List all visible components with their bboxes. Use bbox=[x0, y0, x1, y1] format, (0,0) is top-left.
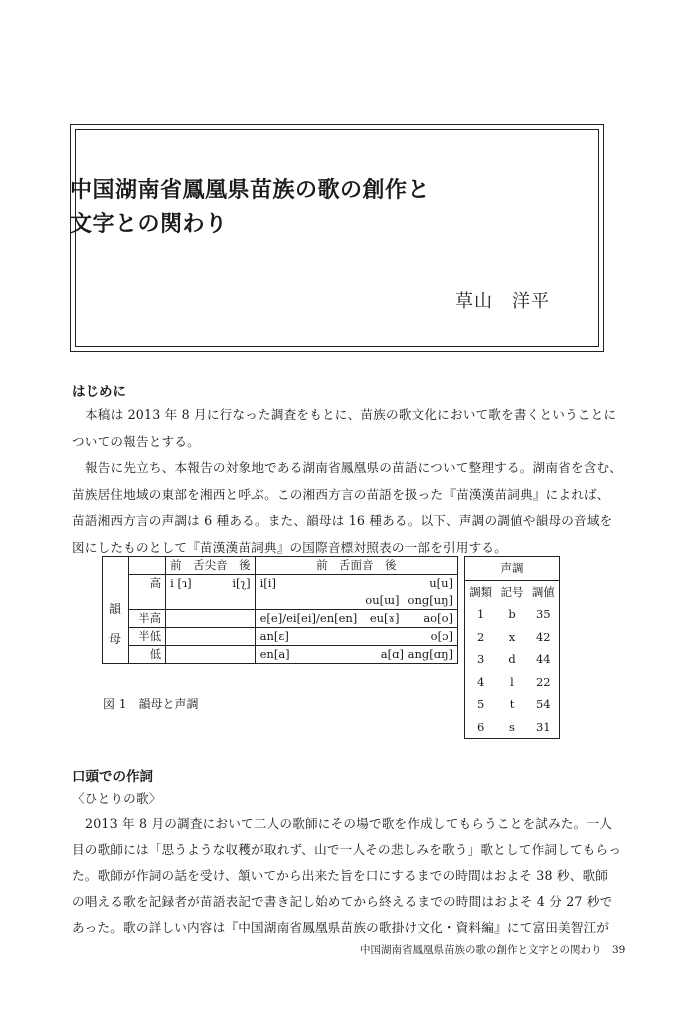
empty-cell bbox=[213, 628, 255, 646]
tone-cell: l bbox=[510, 674, 514, 689]
tone-cell: 6 bbox=[465, 716, 497, 739]
row-label-top: 韻 bbox=[109, 602, 122, 616]
tone-table bbox=[464, 556, 560, 739]
cell-o: o[ɔ] bbox=[404, 628, 458, 646]
cell-eu: eu[ɤ] bbox=[369, 611, 400, 625]
tone-cell: 1 bbox=[465, 603, 497, 626]
running-footer: 中国湖南省鳳凰県苗族の歌の創作と文字との関わり 39 bbox=[360, 944, 626, 956]
figure-caption: 図 1 韻母と声調 bbox=[103, 697, 199, 711]
cell-e: e[e]/ei[ei]/en[en] bbox=[259, 611, 358, 625]
title-line-1: 中国湖南省鳳凰県苗族の歌の創作と bbox=[70, 177, 431, 203]
body-line: 本稿は 2013 年 8 月に行なった調査をもとに、苗族の歌文化において歌を書くということに bbox=[85, 407, 617, 422]
section-heading-intro: はじめに bbox=[72, 384, 126, 400]
tone-cell: 3 bbox=[465, 648, 497, 671]
tone-cell: 54 bbox=[528, 693, 560, 716]
tone-cell: 44 bbox=[528, 648, 560, 671]
title-frame-inner bbox=[75, 129, 599, 347]
empty-cell bbox=[213, 592, 255, 610]
subheading: 〈ひとりの歌〉 bbox=[72, 791, 162, 806]
vowel-head-dorsal: 前 舌面音 後 bbox=[255, 557, 457, 575]
vowel-head-apical: 前 舌尖音 後 bbox=[166, 557, 256, 575]
vowel-table bbox=[102, 556, 458, 664]
empty-cell bbox=[166, 592, 213, 610]
title-line-2: 文字との関わり bbox=[70, 211, 228, 237]
tone-head: 調類 bbox=[465, 580, 497, 603]
tone-cell: 22 bbox=[528, 671, 560, 694]
body-line: 図にしたものとして『苗漢漢苗詞典』の国際音標対照表の一部を引用する。 bbox=[72, 540, 507, 555]
cell-an: an[ɛ] bbox=[259, 629, 289, 643]
author: 草山 洋平 bbox=[455, 291, 550, 312]
tone-cell: 31 bbox=[528, 716, 560, 739]
body-line: の唱える歌を記録者が苗語表記で書き記し始めてから終えるまでの時間はおよそ 4 分 27 秒で bbox=[72, 894, 613, 909]
row-label-bottom: 母 bbox=[109, 632, 122, 646]
empty-cell bbox=[213, 646, 255, 664]
row-mid-low: 半低 bbox=[129, 628, 166, 646]
tone-cell: d bbox=[508, 652, 516, 667]
row-high-blank bbox=[129, 592, 166, 610]
cell-i-apical: i [ɿ] bbox=[170, 576, 192, 590]
row-high: 高 bbox=[129, 575, 166, 593]
body-line: あった。歌の詳しい内容は『中国湖南省鳳凰県苗族の歌掛け文化・資料編』にて富田美智江が bbox=[72, 920, 610, 935]
title-frame bbox=[70, 124, 604, 352]
body-line: 苗語湘西方言の声調は 6 種ある。また、韻母は 16 種ある。以下、声調の調値や韻母の音域を bbox=[72, 513, 613, 528]
empty-cell bbox=[361, 628, 403, 646]
tone-cell: 4 bbox=[465, 671, 497, 694]
body-line: ついての報告とする。 bbox=[72, 434, 200, 449]
empty-cell bbox=[166, 646, 213, 664]
tone-table-title: 声調 bbox=[465, 557, 560, 581]
vowel-table-empty-head bbox=[129, 557, 166, 575]
cell-i: i[i] bbox=[259, 576, 276, 590]
body-line: 2013 年 8 月の調査において二人の歌師にその場で歌を作成してもらうことを試みた。一人 bbox=[85, 816, 613, 831]
cell-u: u[u] bbox=[404, 575, 458, 593]
body-line: 目の歌師には「思うような収穫が取れず、山で一人その悲しみを歌う」歌として作詞してもらっ bbox=[72, 842, 622, 857]
tone-head: 調値 bbox=[528, 580, 560, 603]
cell-ao: ao[o] bbox=[404, 610, 458, 628]
row-low: 低 bbox=[129, 646, 166, 664]
tone-cell: 35 bbox=[528, 603, 560, 626]
tone-cell: s bbox=[509, 719, 515, 734]
cell-a: a[ɑ] ang[ɑŋ] bbox=[361, 646, 457, 664]
empty-cell bbox=[255, 592, 361, 610]
cell-en: en[a] bbox=[259, 647, 290, 661]
empty-cell bbox=[213, 610, 255, 628]
tone-cell: x bbox=[508, 629, 516, 644]
empty-cell bbox=[166, 610, 213, 628]
cell-i-retro: i[ʅ] bbox=[213, 575, 255, 593]
tone-cell: 5 bbox=[465, 693, 497, 716]
row-mid-high: 半高 bbox=[129, 610, 166, 628]
tone-cell: 2 bbox=[465, 626, 497, 649]
body-line: 苗族居住地域の東部を湘西と呼ぶ。この湘西方言の苗語を扱った『苗漢漢苗詞典』によれば、 bbox=[72, 487, 610, 502]
tone-head: 記号 bbox=[500, 584, 524, 599]
empty-cell bbox=[166, 628, 213, 646]
body-line: た。歌師が作詞の話を受け、頷いてから出来た旨を口にするまでの時間はおよそ 38 秒、歌師 bbox=[72, 868, 609, 883]
tone-cell: t bbox=[509, 697, 515, 712]
section-heading-oral: 口頭での作詞 bbox=[72, 769, 153, 785]
tone-cell: b bbox=[508, 607, 516, 622]
tone-cell: 42 bbox=[528, 626, 560, 649]
body-line: 報告に先立ち、本報告の対象地である湖南省鳳凰県の苗語について整理する。湖南省を含む、 bbox=[85, 460, 623, 475]
cell-ou: ou[ɯ] bbox=[365, 593, 400, 607]
cell-ong: ong[uŋ] bbox=[404, 592, 458, 610]
